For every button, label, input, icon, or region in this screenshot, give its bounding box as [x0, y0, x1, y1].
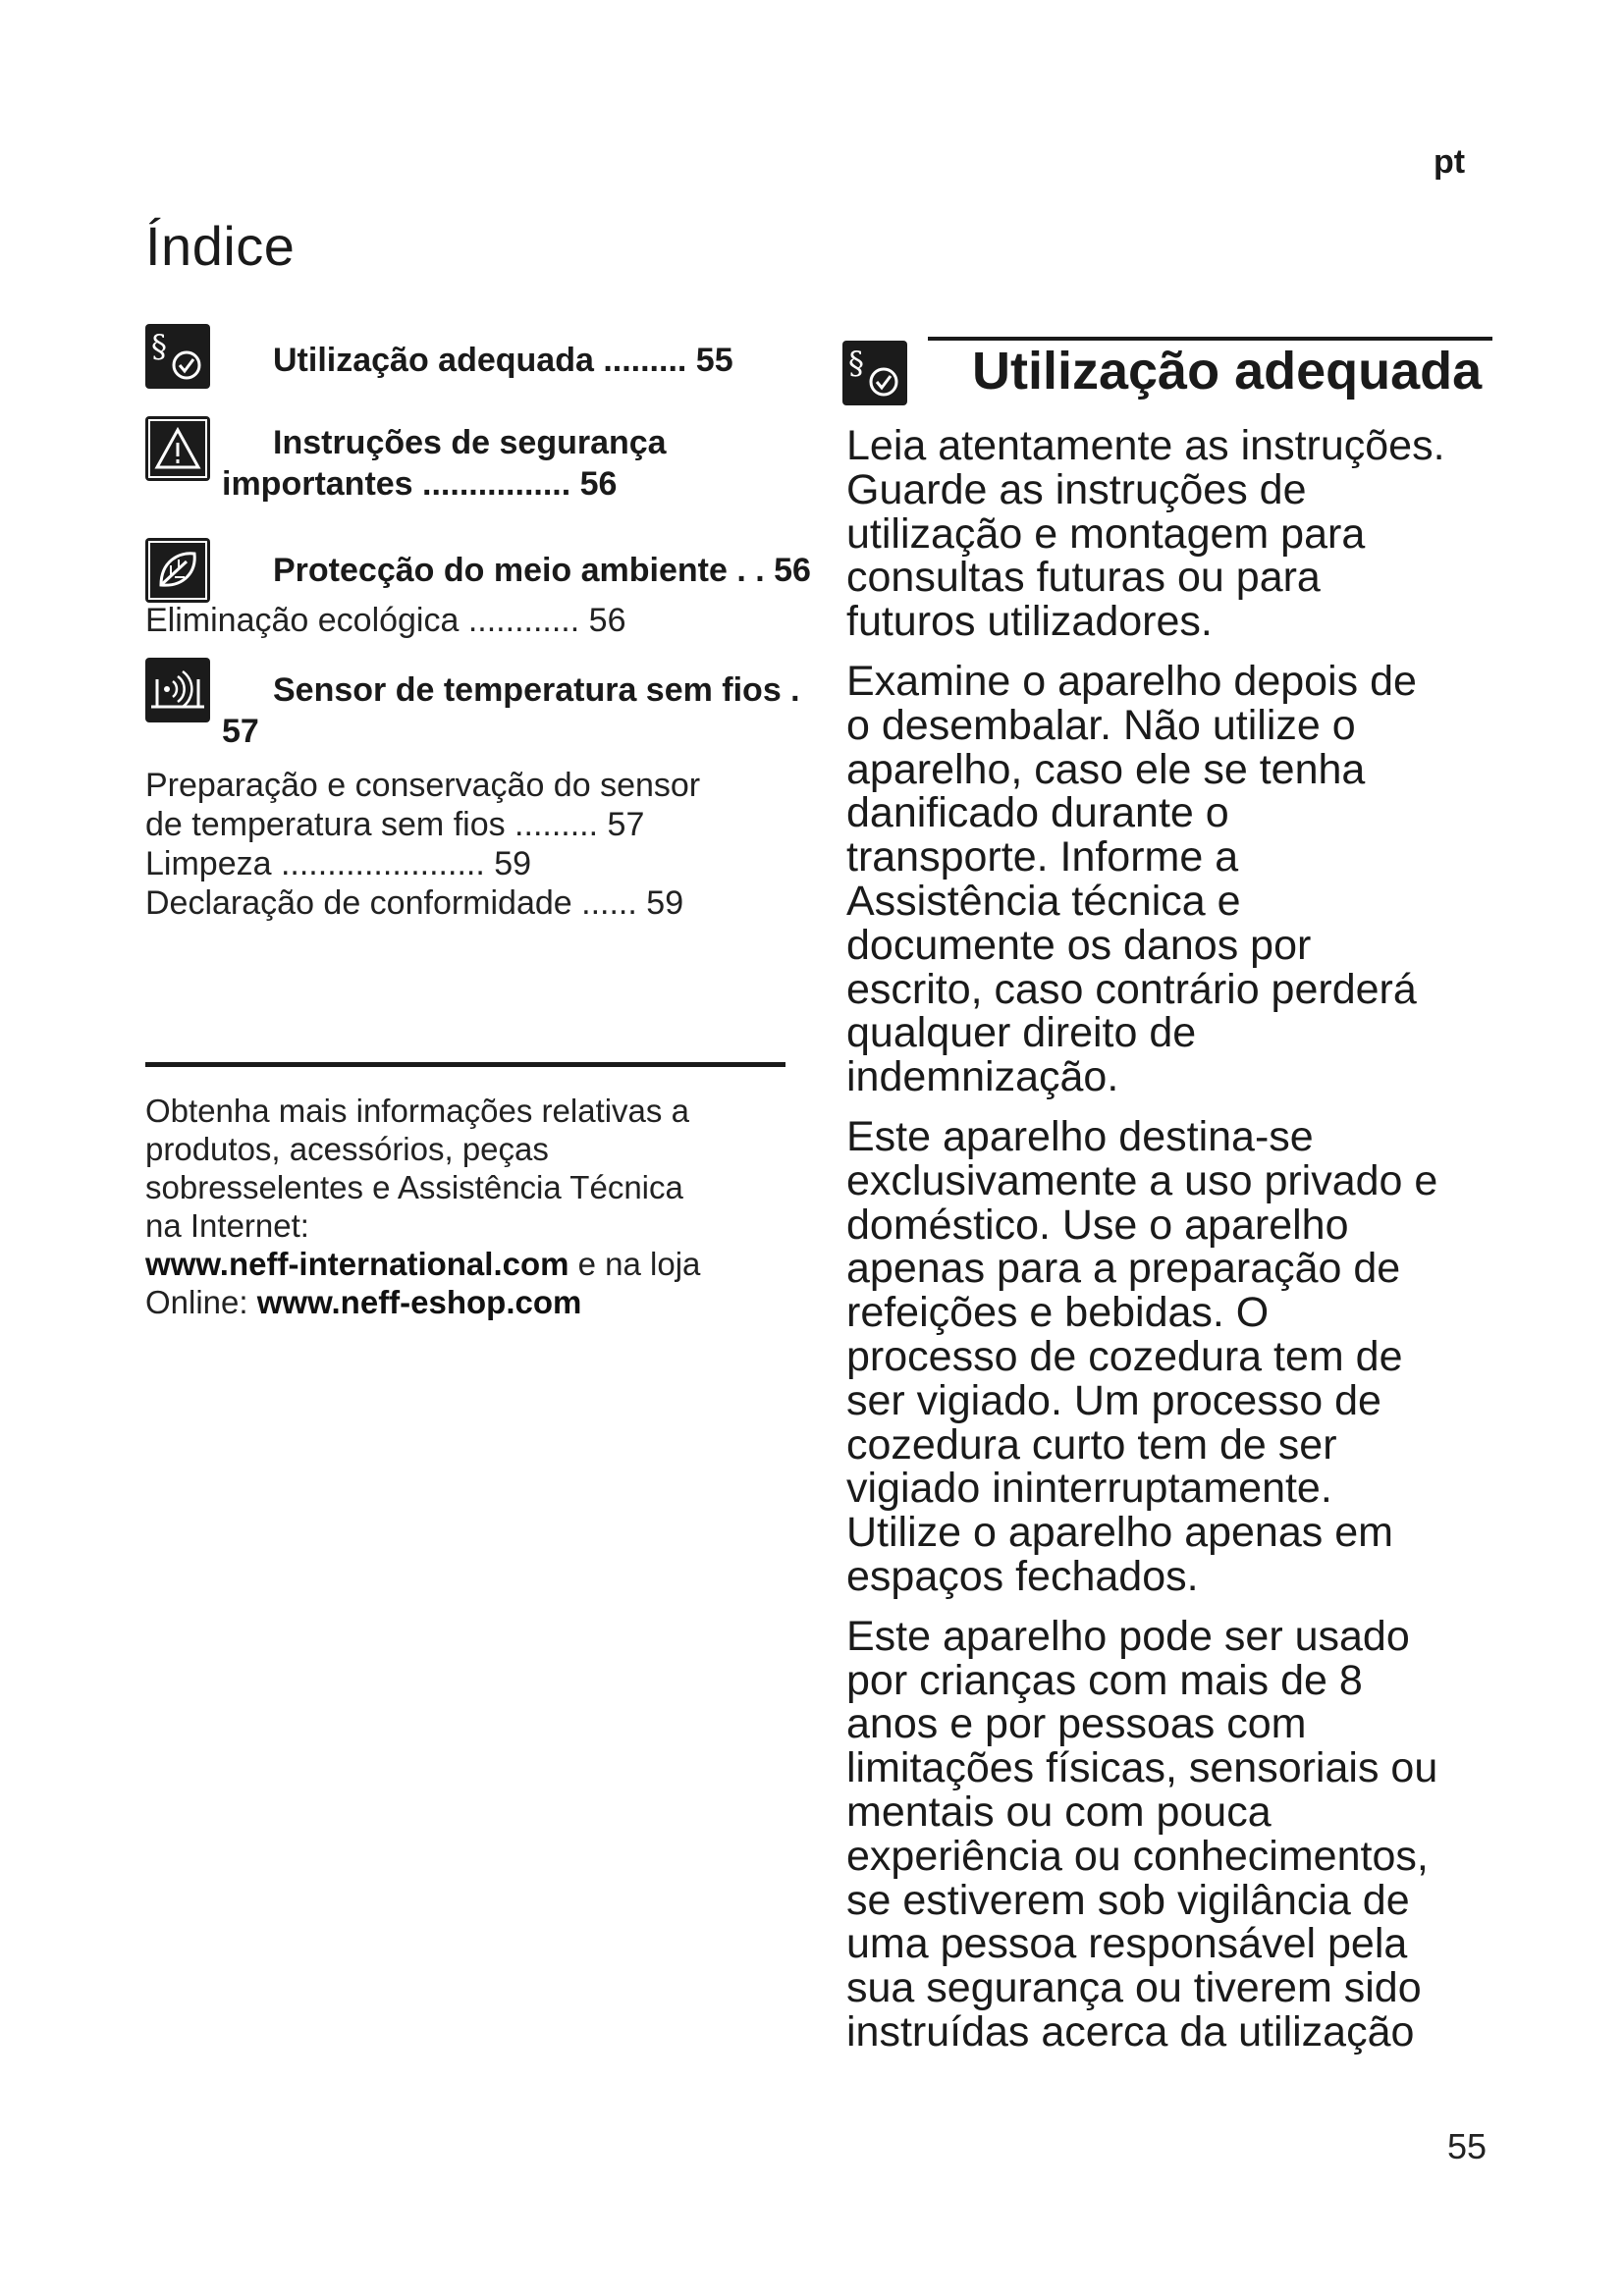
info-block: [145, 1092, 793, 1321]
section-title: Utilização adequada: [972, 342, 1483, 400]
info-line: produtos, acessórios, peças: [145, 1131, 549, 1167]
toc-entry-title: Sensor de temperatura sem fios .: [273, 671, 800, 709]
toc-entry-sensor[interactable]: [145, 652, 842, 946]
svg-text:§: §: [151, 328, 167, 365]
toc-subentry-page: 59: [494, 845, 532, 882]
info-line: Obtenha mais informações relativas a: [145, 1093, 689, 1129]
info-line: na Internet:: [145, 1207, 309, 1244]
table-of-contents: [145, 324, 842, 946]
toc-subentry-label: de temperatura sem fios .........: [145, 806, 599, 843]
warning-triangle-icon: [145, 416, 210, 481]
toc-entry-seguranca[interactable]: [145, 412, 842, 530]
toc-subentry-label: Eliminação ecológica ............: [145, 602, 580, 639]
toc-entry-page: 57: [222, 713, 259, 750]
website-link[interactable]: www.neff-international.com: [145, 1246, 569, 1282]
toc-subentry-limpeza[interactable]: [145, 844, 700, 883]
toc-subentry-label: Limpeza ......................: [145, 845, 485, 882]
paragraph: Este aparelho destina-se exclusivamente a uso privado e doméstico. Use o aparelho apenas para a preparação de refeições e bebidas. O processo de cozedura tem de ser vigiado. Um processo de cozedura curto tem de ser vigiado ininterruptamente. Utilize o aparelho apenas em espaços fechados.: [846, 1112, 1438, 1600]
eshop-link[interactable]: www.neff-eshop.com: [256, 1284, 582, 1320]
leaf-icon: [145, 538, 210, 603]
paragraph-hand-icon: [842, 341, 907, 405]
toc-entry-page: 56: [579, 465, 618, 503]
toc-subentry-page: 56: [588, 602, 626, 639]
toc-entry-page: 55: [695, 342, 733, 379]
paragraph: Leia atentamente as instruções. Guarde as instruções de utilização e montagem para consultas futuras ou para futuros utilizadores.: [846, 422, 1445, 646]
toc-entry-ambiente[interactable]: [145, 530, 842, 652]
paragraph: Este aparelho pode ser usado por crianças com mais de 8 anos e por pessoas com limitações físicas, sensoriais ou mentais ou com pouca experiência ou conhecimentos, se estiverem sob vigilância de uma pessoa responsável pela sua segurança ou tiverem sido instruídas acerca da utilização: [846, 1612, 1438, 2056]
info-text: Online:: [145, 1284, 257, 1320]
toc-subentry-preparacao-cont[interactable]: [145, 805, 700, 844]
wireless-sensor-icon: [145, 658, 210, 722]
svg-text:§: §: [848, 345, 864, 382]
divider: [145, 1062, 785, 1067]
toc-subentry-eliminacao[interactable]: [145, 601, 625, 640]
toc-entry-page: 56: [774, 552, 811, 589]
paragraph-hand-icon: [145, 324, 210, 389]
page-number: 55: [1447, 2126, 1488, 2166]
toc-subentry-label: Preparação e conservação do sensor: [145, 767, 701, 804]
toc-entry-title: Instruções de segurança: [273, 424, 667, 461]
toc-entry-title-cont: importantes ................: [222, 465, 571, 503]
toc-entry-utilizacao[interactable]: [145, 324, 842, 412]
page-title: Índice: [145, 215, 296, 277]
toc-subentry-declaracao[interactable]: [145, 883, 700, 923]
info-line: sobresselentes e Assistência Técnica: [145, 1169, 683, 1205]
info-text: e na loja: [568, 1246, 701, 1282]
section-body: [846, 424, 1494, 2070]
toc-entry-title: Utilização adequada .........: [273, 342, 687, 379]
toc-subentry-page: 59: [646, 884, 684, 922]
language-code: pt: [1434, 143, 1466, 181]
toc-entry-title: Protecção do meio ambiente . .: [273, 552, 765, 589]
paragraph: Examine o aparelho depois de o desembalar. Não utilize o aparelho, caso ele se tenha danificado durante o transporte. Informe a Assistência técnica e documente os danos por escrito, caso contrário perderá qualquer direito de indemnização.: [846, 657, 1417, 1101]
toc-subentry-label: Declaração de conformidade ......: [145, 884, 637, 922]
toc-subentry-preparacao[interactable]: [145, 766, 700, 805]
toc-subentry-page: 57: [607, 806, 645, 843]
